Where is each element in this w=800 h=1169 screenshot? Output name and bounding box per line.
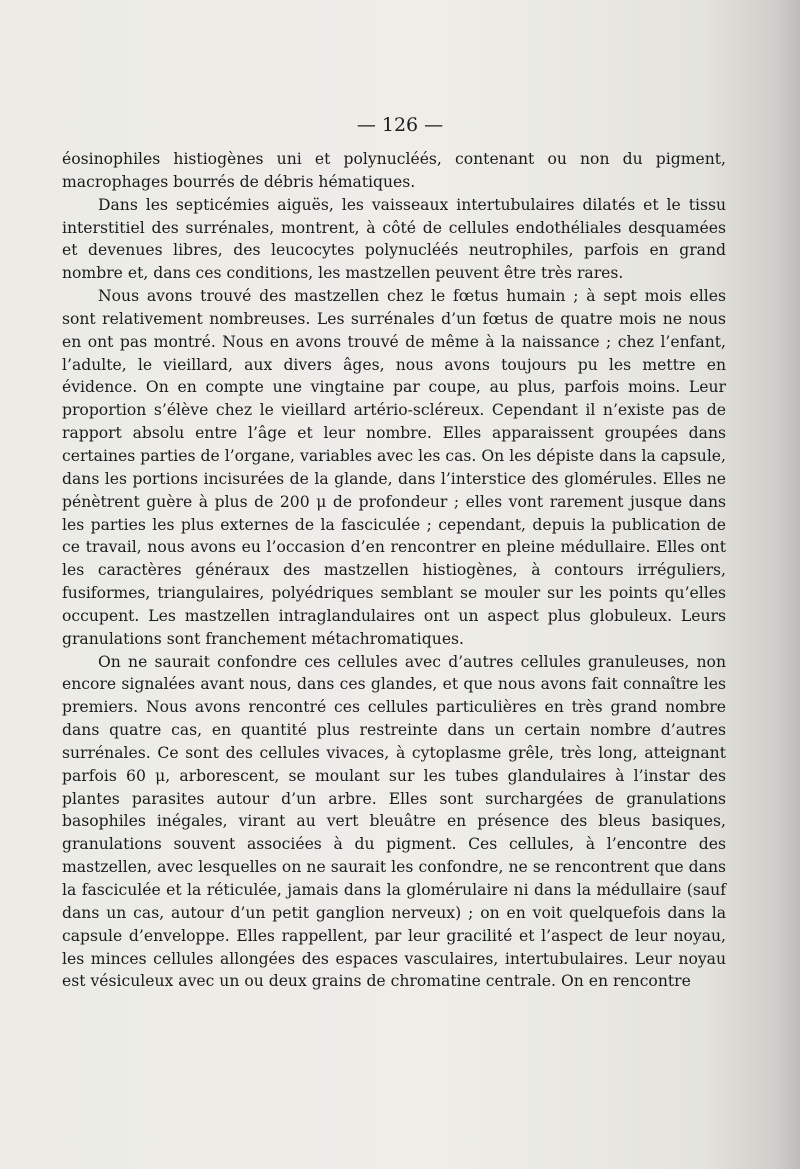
paragraph-4: On ne saurait confondre ces cellules avec d’autres cellules granuleuses, non encore signalées avant nous, dans ces glandes, et que nous avons fait connaître les premiers. Nous avons rencontré ces cellules particulières en très grand nombre dans quatre cas, en quantité plus restreinte dans un certain nombre d’autres surrénales. Ce sont des cellules vivaces, à cytoplasme grêle, très long, atteignant parfois 60 μ, arborescent, se moulant sur les tubes glandulaires à l’instar des plantes parasites autour d’un arbre. Elles sont surchargées de granulations basophiles inégales, virant au vert bleuâtre en présence des bleus basiques, granulations souvent associées à du pigment. Ces cellules, à l’encontre des mastzellen, avec lesquelles on ne saurait les confondre, ne se rencontrent que dans la fasciculée et la réticulée, jamais dans la glomérulaire ni dans la médullaire (sauf dans un cas, autour d’un petit ganglion nerveux) ; on en voit quelquefois dans la capsule d’enveloppe. Elles rappellent, par leur gracilité et l’aspect de leur noyau, les minces cellules allongées des espaces vasculaires, intertubulaires. Leur noyau est vésiculeux avec un ou deux grains de chromatine centrale. On en rencontre (62, 652, 726, 991)
paragraph-1: éosinophiles histiogènes uni et polynucléés, contenant ou non du pigment, macrophages bourrés de débris hématiques. (62, 150, 726, 191)
page-number: — 126 — (356, 114, 444, 136)
body-text (62, 148, 726, 993)
paragraph-3: Nous avons trouvé des mastzellen chez le fœtus humain ; à sept mois elles sont relativement nombreuses. Les surrénales d’un fœtus de quatre mois ne nous en ont pas montré. Nous en avons trouvé de même à la naissance ; chez l’enfant, l’adulte, le vieillard, aux divers âges, nous avons toujours pu les mettre en évidence. On en compte une vingtaine par coupe, au plus, parfois moins. Leur proportion s’élève chez le vieillard artério-scléreux. Cependant il n’existe pas de rapport absolu entre l’âge et leur nombre. Elles apparaissent groupées dans certaines parties de l’organe, variables avec les cas. On les dépiste dans la capsule, dans les portions incisurées de la glande, dans l’interstice des glomérules. Elles ne pénètrent guère à plus de 200 μ de profondeur ; elles vont rarement jusque dans les parties les plus externes de la fasciculée ; cependant, depuis la publication de ce travail, nous avons eu l’occasion d’en rencontrer en pleine médullaire. Elles ont les caractères généraux des mastzellen histiogènes, à contours irréguliers, fusiformes, triangulaires, polyédriques semblant se mouler sur les points qu’elles occupent. Les mastzellen intraglandulaires ont un aspect plus globuleux. Leurs granulations sont franchement métachromatiques. (62, 287, 726, 648)
paragraph-2: Dans les septicémies aiguës, les vaisseaux intertubulaires dilatés et le tissu interstitiel des surrénales, montrent, à côté de cellules endothéliales desquamées et devenues libres, des leucocytes polynucléés neutrophiles, parfois en grand nombre et, dans ces conditions, les mastzellen peuvent être très rares. (62, 195, 726, 283)
